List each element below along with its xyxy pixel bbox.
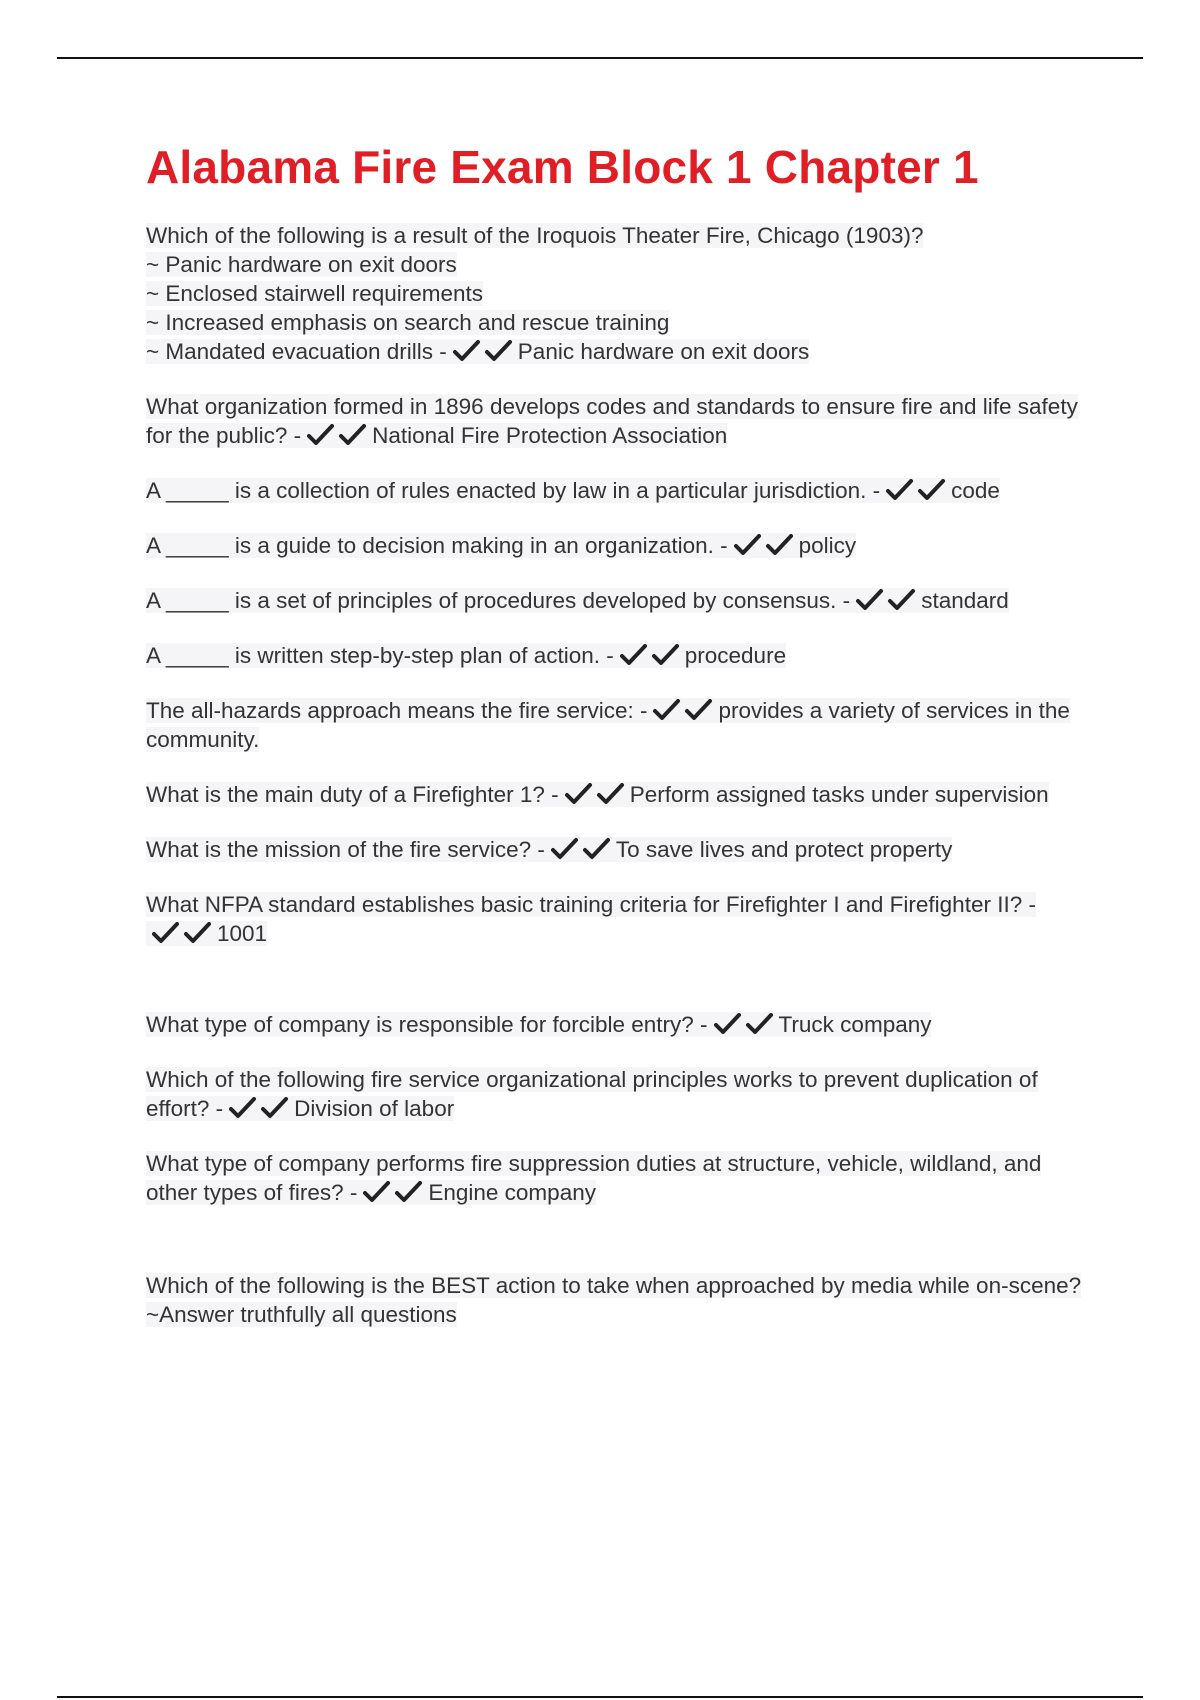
double-check-icon (152, 922, 214, 944)
double-check-icon (453, 340, 515, 362)
answer-text: 1001 (217, 921, 268, 947)
answer-text: Perform assigned tasks under supervision (629, 782, 1049, 808)
answer-text: To save lives and protect property (615, 837, 953, 863)
qa-item (146, 586, 1086, 615)
question-text: A _____ is a collection of rules enacted by law in a particular jurisdiction. - (146, 478, 881, 504)
double-check-icon (653, 699, 715, 721)
answer-text: code (951, 478, 1000, 504)
question-text: What type of company performs fire suppression duties at structure, vehicle, wildland, and other types of fires? - (146, 1151, 1042, 1206)
question-text: What is the mission of the fire service? - (146, 837, 545, 863)
document-page (146, 140, 1086, 1329)
page-title: Alabama Fire Exam Block 1 Chapter 1 (146, 141, 979, 193)
qa-item (146, 531, 1086, 560)
qa-item (146, 1010, 1086, 1039)
qa-item (146, 780, 1086, 809)
qa-item (146, 392, 1086, 450)
question-text: What NFPA standard establishes basic training criteria for Firefighter I and Firefighter II? - (146, 892, 1036, 918)
question-text: A _____ is a set of principles of procedures developed by consensus. - (146, 588, 851, 614)
footer-rule (57, 1696, 1143, 1698)
double-check-icon (886, 479, 948, 501)
question-text: What organization formed in 1896 develops codes and standards to ensure fire and life safety for the public? - (146, 394, 1078, 449)
answer-text: National Fire Protection Association (372, 423, 728, 449)
question-text: What is the main duty of a Firefighter 1? - (146, 782, 559, 808)
double-check-icon (307, 424, 369, 446)
qa-item (146, 1149, 1086, 1207)
double-check-icon (620, 644, 682, 666)
qa-item (146, 1271, 1086, 1329)
header-rule (57, 57, 1143, 59)
answer-text: Truck company (778, 1012, 932, 1038)
qa-item (146, 476, 1086, 505)
question-text: A _____ is a guide to decision making in an organization. - (146, 533, 728, 559)
qa-item (146, 696, 1086, 754)
double-check-icon (363, 1181, 425, 1203)
qa-item (146, 641, 1086, 670)
answer-text: Engine company (428, 1180, 596, 1206)
double-check-icon (565, 783, 627, 805)
double-check-icon (714, 1013, 776, 1035)
answer-text: standard (921, 588, 1009, 614)
question-text: Which of the following fire service organizational principles works to prevent duplication of effort? - (146, 1067, 1038, 1122)
double-check-icon (551, 838, 613, 860)
double-check-icon (734, 534, 796, 556)
question-text: A _____ is written step-by-step plan of action. - (146, 643, 614, 669)
double-check-icon (229, 1097, 291, 1119)
question-text: The all-hazards approach means the fire service: - (146, 698, 648, 724)
question-text: What type of company is responsible for forcible entry? - (146, 1012, 708, 1038)
question-text: Which of the following is the BEST action to take when approached by media while on-scene? ~Answer truthfully all questions (146, 1273, 1082, 1328)
qa-item (146, 835, 1086, 864)
answer-text: policy (798, 533, 857, 559)
answer-text: provides a variety of services in the community. (146, 698, 1070, 753)
answer-text: procedure (684, 643, 787, 669)
qa-item (146, 221, 1086, 366)
answer-text: Division of labor (294, 1096, 455, 1122)
question-text: Which of the following is a result of the Iroquois Theater Fire, Chicago (1903)? ~ Panic hardware on exit doors ~ Enclosed stairwell requirements ~ Increased emphasis on search and rescue training ~ Mandated evacuation drills - (146, 223, 924, 365)
answer-text: Panic hardware on exit doors (517, 339, 810, 365)
qa-item (146, 890, 1086, 948)
qa-item (146, 1065, 1086, 1123)
double-check-icon (856, 589, 918, 611)
